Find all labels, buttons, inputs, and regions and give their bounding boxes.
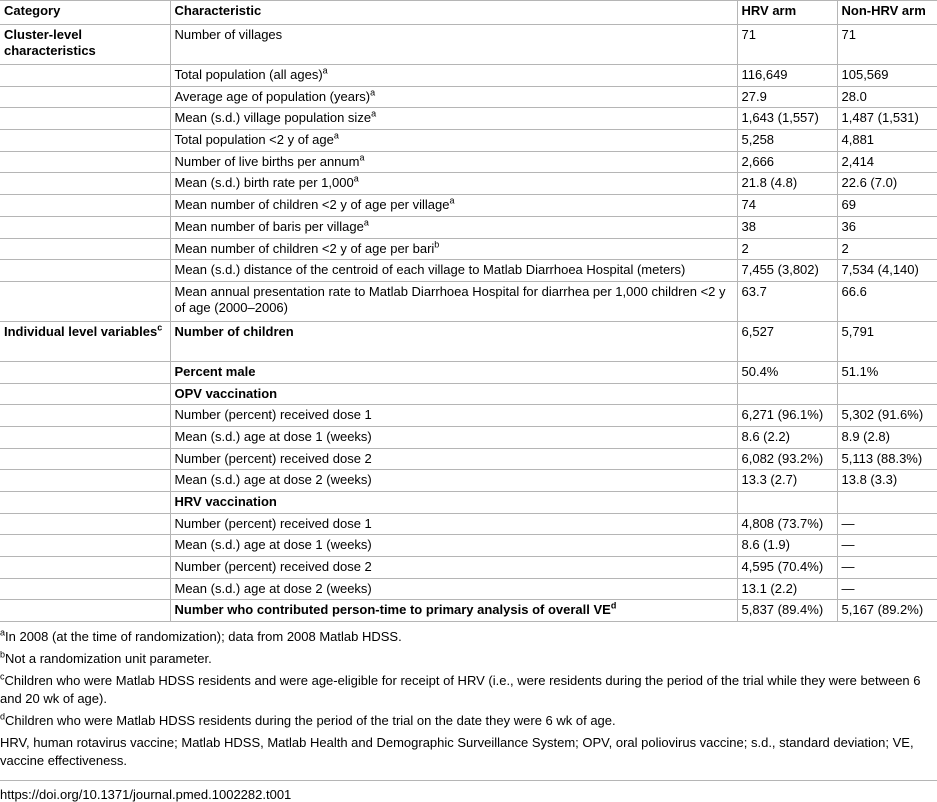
category-cell	[0, 383, 170, 405]
category-cell	[0, 470, 170, 492]
table-body	[0, 25, 937, 622]
hrv-arm-value: 2	[737, 238, 837, 260]
table-row	[0, 426, 937, 448]
hrv-arm-value: 6,082 (93.2%)	[737, 448, 837, 470]
category-cell	[0, 557, 170, 579]
category-cell	[0, 321, 170, 361]
characteristic-cell	[170, 535, 737, 557]
non-hrv-arm-value: —	[837, 513, 937, 535]
footnote	[0, 734, 937, 770]
category-cell	[0, 25, 170, 65]
footnote-marker: c	[157, 322, 163, 333]
table-row	[0, 281, 937, 321]
category-cell	[0, 260, 170, 282]
non-hrv-arm-value	[837, 383, 937, 405]
non-hrv-arm-value: 51.1%	[837, 361, 937, 383]
footnote-text: In 2008 (at the time of randomization); data from 2008 Matlab HDSS.	[5, 629, 402, 645]
characteristic-cell	[170, 195, 737, 217]
non-hrv-arm-value: 8.9 (2.8)	[837, 426, 937, 448]
table-row	[0, 238, 937, 260]
characteristic-label: Mean (s.d.) age at dose 2 (weeks)	[174, 472, 372, 488]
table-row	[0, 108, 937, 130]
characteristic-label: Total population <2 y of age	[174, 132, 334, 148]
characteristic-cell	[170, 470, 737, 492]
characteristic-label: HRV vaccination	[174, 494, 277, 509]
table-row	[0, 383, 937, 405]
table-header	[0, 1, 937, 25]
footnote-marker: a	[333, 130, 339, 141]
characteristic-cell	[170, 426, 737, 448]
footnote-marker: a	[363, 217, 369, 228]
table-row	[0, 470, 937, 492]
characteristic-label: OPV vaccination	[174, 385, 278, 401]
hrv-arm-value: 7,455 (3,802)	[737, 260, 837, 282]
category-cell	[0, 535, 170, 557]
characteristic-label: Mean (s.d.) age at dose 1 (weeks)	[174, 428, 372, 444]
hrv-arm-value: 38	[737, 216, 837, 238]
hrv-arm-value: 13.1 (2.2)	[737, 578, 837, 600]
characteristic-label: Number (percent) received dose 1	[174, 515, 372, 531]
characteristic-cell	[170, 448, 737, 470]
table-footnotes	[0, 628, 937, 770]
table-row	[0, 195, 937, 217]
characteristic-cell	[170, 108, 737, 130]
non-hrv-arm-value: 5,167 (89.2%)	[837, 600, 937, 622]
category-label: Cluster-level characteristics	[4, 27, 96, 58]
characteristic-cell	[170, 216, 737, 238]
category-cell	[0, 426, 170, 448]
characteristic-label: Number who contributed person-time to primary analysis of overall VE	[174, 602, 611, 618]
non-hrv-arm-value: 36	[837, 216, 937, 238]
footnote-text: Children who were Matlab HDSS residents during the period of the trial on the date they were 6 wk of age.	[5, 713, 616, 729]
footnote-marker: d	[0, 711, 6, 722]
table-row	[0, 361, 937, 383]
characteristic-label: Number (percent) received dose 2	[174, 559, 372, 575]
hrv-arm-value: 6,527	[737, 321, 837, 361]
non-hrv-arm-value: 2	[837, 238, 937, 260]
characteristic-label: Number (percent) received dose 2	[174, 450, 372, 466]
characteristic-cell	[170, 260, 737, 282]
characteristic-label: Mean (s.d.) distance of the centroid of each village to Matlab Diarrhoea Hospital (meters)	[174, 262, 686, 278]
hrv-arm-value	[737, 492, 837, 514]
characteristic-cell	[170, 578, 737, 600]
non-hrv-arm-value: 5,791	[837, 321, 937, 361]
hrv-arm-value: 74	[737, 195, 837, 217]
footnote-marker: d	[610, 601, 617, 612]
characteristic-cell	[170, 513, 737, 535]
hrv-arm-value: 21.8 (4.8)	[737, 173, 837, 195]
characteristic-cell	[170, 361, 737, 383]
table-row	[0, 557, 937, 579]
footnote-marker: b	[0, 649, 6, 660]
characteristic-label: Total population (all ages)	[174, 67, 323, 82]
category-cell	[0, 281, 170, 321]
category-cell	[0, 600, 170, 622]
table-row	[0, 151, 937, 173]
category-cell	[0, 173, 170, 195]
category-cell	[0, 216, 170, 238]
non-hrv-arm-value: 7,534 (4,140)	[837, 260, 937, 282]
table-row	[0, 578, 937, 600]
hrv-arm-value: 1,643 (1,557)	[737, 108, 837, 130]
category-cell	[0, 86, 170, 108]
characteristic-label: Percent male	[174, 363, 256, 379]
footnote-marker: c	[0, 671, 5, 682]
hrv-arm-value: 2,666	[737, 151, 837, 173]
hrv-arm-value: 27.9	[737, 86, 837, 108]
hrv-arm-value: 13.3 (2.7)	[737, 470, 837, 492]
non-hrv-arm-value: 2,414	[837, 151, 937, 173]
footnote-marker: a	[449, 195, 455, 206]
table-row	[0, 600, 937, 622]
characteristic-label: Mean number of baris per village	[174, 218, 364, 234]
category-cell	[0, 361, 170, 383]
characteristic-cell	[170, 238, 737, 260]
non-hrv-arm-value: 13.8 (3.3)	[837, 470, 937, 492]
category-cell	[0, 151, 170, 173]
non-hrv-arm-value: 5,302 (91.6%)	[837, 405, 937, 427]
header-category: Category	[0, 1, 170, 25]
non-hrv-arm-value: 69	[837, 195, 937, 217]
category-cell	[0, 195, 170, 217]
characteristic-label: Mean annual presentation rate to Matlab Diarrhoea Hospital for diarrhea per 1,000 children <2 y of age (2000–2006)	[174, 283, 726, 315]
hrv-arm-value: 4,595 (70.4%)	[737, 557, 837, 579]
non-hrv-arm-value: 105,569	[837, 65, 937, 87]
non-hrv-arm-value: 4,881	[837, 130, 937, 152]
category-cell	[0, 448, 170, 470]
category-cell	[0, 578, 170, 600]
characteristic-cell	[170, 65, 737, 87]
footnote-text: HRV, human rotavirus vaccine; Matlab HDSS, Matlab Health and Demographic Surveillance System; OPV, oral poliovirus vaccine; s.d., standard deviation; VE, vaccine effectiveness.	[0, 735, 914, 769]
non-hrv-arm-value: 22.6 (7.0)	[837, 173, 937, 195]
table-row	[0, 535, 937, 557]
hrv-arm-value: 4,808 (73.7%)	[737, 513, 837, 535]
category-cell	[0, 238, 170, 260]
table-row	[0, 130, 937, 152]
characteristic-label: Mean (s.d.) birth rate per 1,000	[174, 175, 354, 191]
characteristic-cell	[170, 281, 737, 321]
table-row	[0, 492, 937, 514]
table-row	[0, 513, 937, 535]
characteristic-cell	[170, 383, 737, 405]
footnote-marker: a	[0, 627, 6, 638]
hrv-arm-value: 5,258	[737, 130, 837, 152]
footnote	[0, 650, 937, 668]
hrv-arm-value	[737, 383, 837, 405]
characteristic-cell	[170, 492, 737, 514]
characteristic-cell	[170, 173, 737, 195]
header-hrv-arm: HRV arm	[737, 1, 837, 25]
characteristic-cell	[170, 25, 737, 65]
table-row	[0, 216, 937, 238]
footnote-marker: a	[359, 152, 365, 163]
hrv-arm-value: 116,649	[737, 65, 837, 87]
footnote-marker: a	[371, 109, 377, 120]
characteristic-cell	[170, 86, 737, 108]
footnote	[0, 672, 937, 708]
hrv-arm-value: 5,837 (89.4%)	[737, 600, 837, 622]
hrv-arm-value: 50.4%	[737, 361, 837, 383]
table-row	[0, 321, 937, 361]
category-label: Individual level variables	[4, 323, 158, 339]
non-hrv-arm-value: 66.6	[837, 281, 937, 321]
characteristic-label: Number (percent) received dose 1	[174, 407, 372, 423]
footnote-text: Not a randomization unit parameter.	[5, 651, 212, 667]
footnote	[0, 628, 937, 646]
footnote-marker: a	[370, 87, 376, 98]
doi-link[interactable]: https://doi.org/10.1371/journal.pmed.1002282.t001	[0, 787, 292, 802]
characteristic-cell	[170, 405, 737, 427]
characteristic-cell	[170, 130, 737, 152]
non-hrv-arm-value: 28.0	[837, 86, 937, 108]
table-row	[0, 260, 937, 282]
category-cell	[0, 130, 170, 152]
table-row	[0, 65, 937, 87]
table-row	[0, 173, 937, 195]
category-cell	[0, 65, 170, 87]
characteristic-label: Number of villages	[174, 27, 283, 42]
category-cell	[0, 108, 170, 130]
table-row	[0, 448, 937, 470]
hrv-arm-value: 63.7	[737, 281, 837, 321]
header-non-hrv-arm: Non-HRV arm	[837, 1, 937, 25]
footnote-text: Children who were Matlab HDSS residents and were age-eligible for receipt of HRV (i.e., were residents during the period of the trial while they were between 6 and 20 wk of age).	[0, 673, 921, 707]
characteristic-cell	[170, 321, 737, 361]
table-row	[0, 25, 937, 65]
non-hrv-arm-value: 71	[837, 25, 937, 65]
table-row	[0, 86, 937, 108]
characteristic-label: Mean (s.d.) age at dose 1 (weeks)	[174, 537, 372, 553]
footnote-marker: a	[322, 65, 328, 76]
non-hrv-arm-value: —	[837, 535, 937, 557]
hrv-arm-value: 71	[737, 25, 837, 65]
footnote-marker: b	[434, 239, 440, 250]
characteristic-cell	[170, 557, 737, 579]
category-cell	[0, 405, 170, 427]
header-characteristic: Characteristic	[170, 1, 737, 25]
divider	[0, 780, 937, 781]
hrv-arm-value: 8.6 (1.9)	[737, 535, 837, 557]
hrv-arm-value: 8.6 (2.2)	[737, 426, 837, 448]
footnote	[0, 712, 937, 730]
non-hrv-arm-value: —	[837, 578, 937, 600]
characteristic-cell	[170, 151, 737, 173]
characteristic-label: Mean number of children <2 y of age per village	[174, 197, 450, 213]
table-row	[0, 405, 937, 427]
characteristic-cell	[170, 600, 737, 622]
footnote-marker: a	[353, 174, 359, 185]
category-cell	[0, 513, 170, 535]
category-cell	[0, 492, 170, 514]
non-hrv-arm-value: 5,113 (88.3%)	[837, 448, 937, 470]
characteristic-label: Number of live births per annum	[174, 153, 360, 169]
characteristic-label: Mean number of children <2 y of age per bari	[174, 240, 435, 256]
hrv-arm-value: 6,271 (96.1%)	[737, 405, 837, 427]
non-hrv-arm-value: —	[837, 557, 937, 579]
characteristic-label: Mean (s.d.) village population size	[174, 110, 372, 126]
characteristic-label: Mean (s.d.) age at dose 2 (weeks)	[174, 580, 372, 596]
non-hrv-arm-value: 1,487 (1,531)	[837, 108, 937, 130]
characteristic-label: Number of children	[174, 323, 294, 339]
characteristic-label: Average age of population (years)	[174, 88, 371, 104]
non-hrv-arm-value	[837, 492, 937, 514]
